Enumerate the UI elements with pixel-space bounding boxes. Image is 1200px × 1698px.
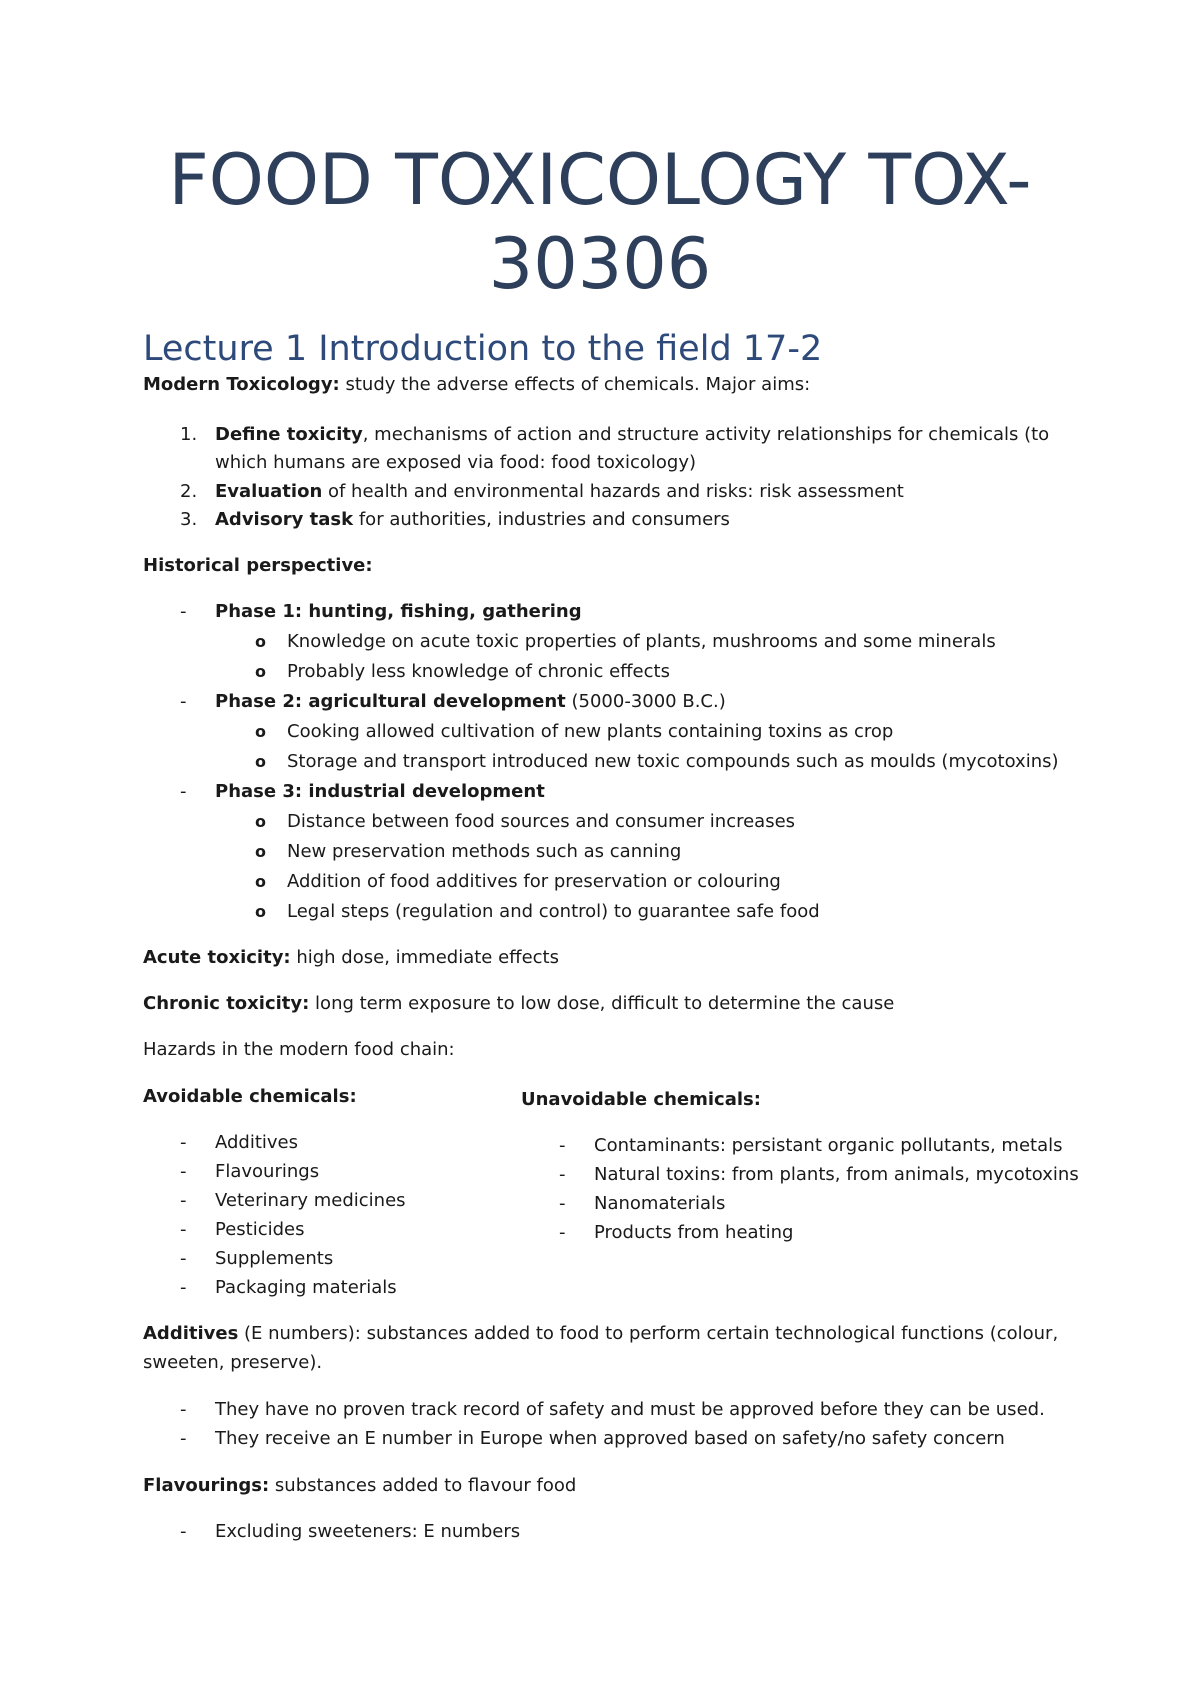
dash-bullet: - [180,1161,187,1182]
additives-item: They have no proven track record of safety and must be approved before they can be used. [215,1399,1045,1420]
dash-bullet: - [559,1164,566,1185]
dash-bullet: - [180,601,187,622]
avoidable-item: Additives [215,1132,299,1153]
phase-text: (5000-3000 B.C.) [565,691,726,712]
modern-toxicology-paragraph [143,374,810,396]
aim-bold: Evaluation [215,481,323,502]
aim-number: 1. [180,424,198,445]
additives-label: Additives [143,1323,239,1344]
unavoidable-item: Products from heating [594,1222,794,1243]
flavourings-paragraph [143,1475,576,1497]
historical-perspective-label: Historical perspective: [143,555,373,576]
phase-bold: Phase 1: hunting, fishing, gathering [215,601,582,622]
unavoidable-chemicals-label: Unavoidable chemicals: [521,1089,761,1110]
unavoidable-item: Natural toxins: from plants, from animals, mycotoxins [594,1164,1079,1185]
dash-bullet: - [180,781,187,802]
aim-bold: Advisory task [215,509,354,530]
aim-item [215,509,730,531]
chronic-toxicity-label: Chronic toxicity: [143,993,310,1014]
circle-bullet-icon: o [255,722,266,741]
dash-bullet: - [180,1190,187,1211]
circle-bullet-icon: o [255,752,266,771]
flavourings-label: Flavourings: [143,1475,270,1496]
phase-bold: Phase 3: industrial development [215,781,545,802]
chronic-toxicity-text: long term exposure to low dose, difficult to determine the cause [309,993,895,1014]
phase-item [215,601,582,623]
lecture-heading: Lecture 1 Introduction to the field 17-2 [143,329,823,369]
unavoidable-item: Nanomaterials [594,1193,726,1214]
aim-number: 2. [180,481,198,502]
acute-toxicity-label: Acute toxicity: [143,947,291,968]
dash-bullet: - [559,1222,566,1243]
dash-bullet: - [559,1193,566,1214]
aim-number: 3. [180,509,198,530]
circle-bullet-icon: o [255,812,266,831]
unavoidable-item: Contaminants: persistant organic pollutants, metals [594,1135,1063,1156]
dash-bullet: - [180,1428,187,1449]
dash-bullet: - [180,1399,187,1420]
phase-bold: Phase 2: agricultural development [215,691,566,712]
dash-bullet: - [180,1132,187,1153]
acute-toxicity-paragraph [143,947,559,969]
phase-subitem: Legal steps (regulation and control) to guarantee safe food [287,901,820,922]
dash-bullet: - [180,691,187,712]
dash-bullet: - [180,1248,187,1269]
modern-toxicology-label: Modern Toxicology: [143,374,340,395]
additives-paragraph [143,1323,1058,1345]
aim-item [215,424,1049,446]
phase-subitem: Probably less knowledge of chronic effects [287,661,670,682]
phase-item [215,691,726,713]
chronic-toxicity-paragraph [143,993,894,1015]
avoidable-item: Pesticides [215,1219,305,1240]
aim-continuation: which humans are exposed via food: food toxicology) [215,452,697,473]
avoidable-item: Veterinary medicines [215,1190,406,1211]
title-line-1: FOOD TOXICOLOGY TOX- [168,139,1032,221]
phase-item [215,781,545,803]
phase-subitem: New preservation methods such as canning [287,841,682,862]
aim-item [215,481,904,503]
title-line-2: 30306 [488,223,712,305]
document-title [100,138,1100,306]
hazards-paragraph: Hazards in the modern food chain: [143,1039,455,1060]
acute-toxicity-text: high dose, immediate effects [290,947,559,968]
dash-bullet: - [180,1521,187,1542]
dash-bullet: - [180,1277,187,1298]
dash-bullet: - [559,1135,566,1156]
additives-item: They receive an E number in Europe when approved based on safety/no safety concern [215,1428,1005,1449]
aim-text: , mechanisms of action and structure activity relationships for chemicals (to [362,424,1050,445]
additives-text: (E numbers): substances added to food to perform certain technological functions (colour, [238,1323,1059,1344]
circle-bullet-icon: o [255,902,266,921]
flavourings-item: Excluding sweeteners: E numbers [215,1521,521,1542]
modern-toxicology-text: study the adverse effects of chemicals. Major aims: [339,374,811,395]
aim-text: for authorities, industries and consumers [353,509,730,530]
avoidable-chemicals-label: Avoidable chemicals: [143,1086,357,1107]
dash-bullet: - [180,1219,187,1240]
aim-text: of health and environmental hazards and risks: risk assessment [322,481,904,502]
avoidable-item: Supplements [215,1248,334,1269]
circle-bullet-icon: o [255,632,266,651]
phase-subitem: Addition of food additives for preservation or colouring [287,871,781,892]
additives-continuation: sweeten, preserve). [143,1352,323,1373]
aim-bold: Define toxicity [215,424,363,445]
phase-subitem: Distance between food sources and consumer increases [287,811,796,832]
avoidable-item: Flavourings [215,1161,320,1182]
avoidable-item: Packaging materials [215,1277,397,1298]
phase-subitem: Knowledge on acute toxic properties of plants, mushrooms and some minerals [287,631,996,652]
phase-subitem: Storage and transport introduced new toxic compounds such as moulds (mycotoxins) [287,751,1059,772]
flavourings-text: substances added to flavour food [269,1475,577,1496]
circle-bullet-icon: o [255,662,266,681]
circle-bullet-icon: o [255,842,266,861]
phase-subitem: Cooking allowed cultivation of new plants containing toxins as crop [287,721,894,742]
circle-bullet-icon: o [255,872,266,891]
